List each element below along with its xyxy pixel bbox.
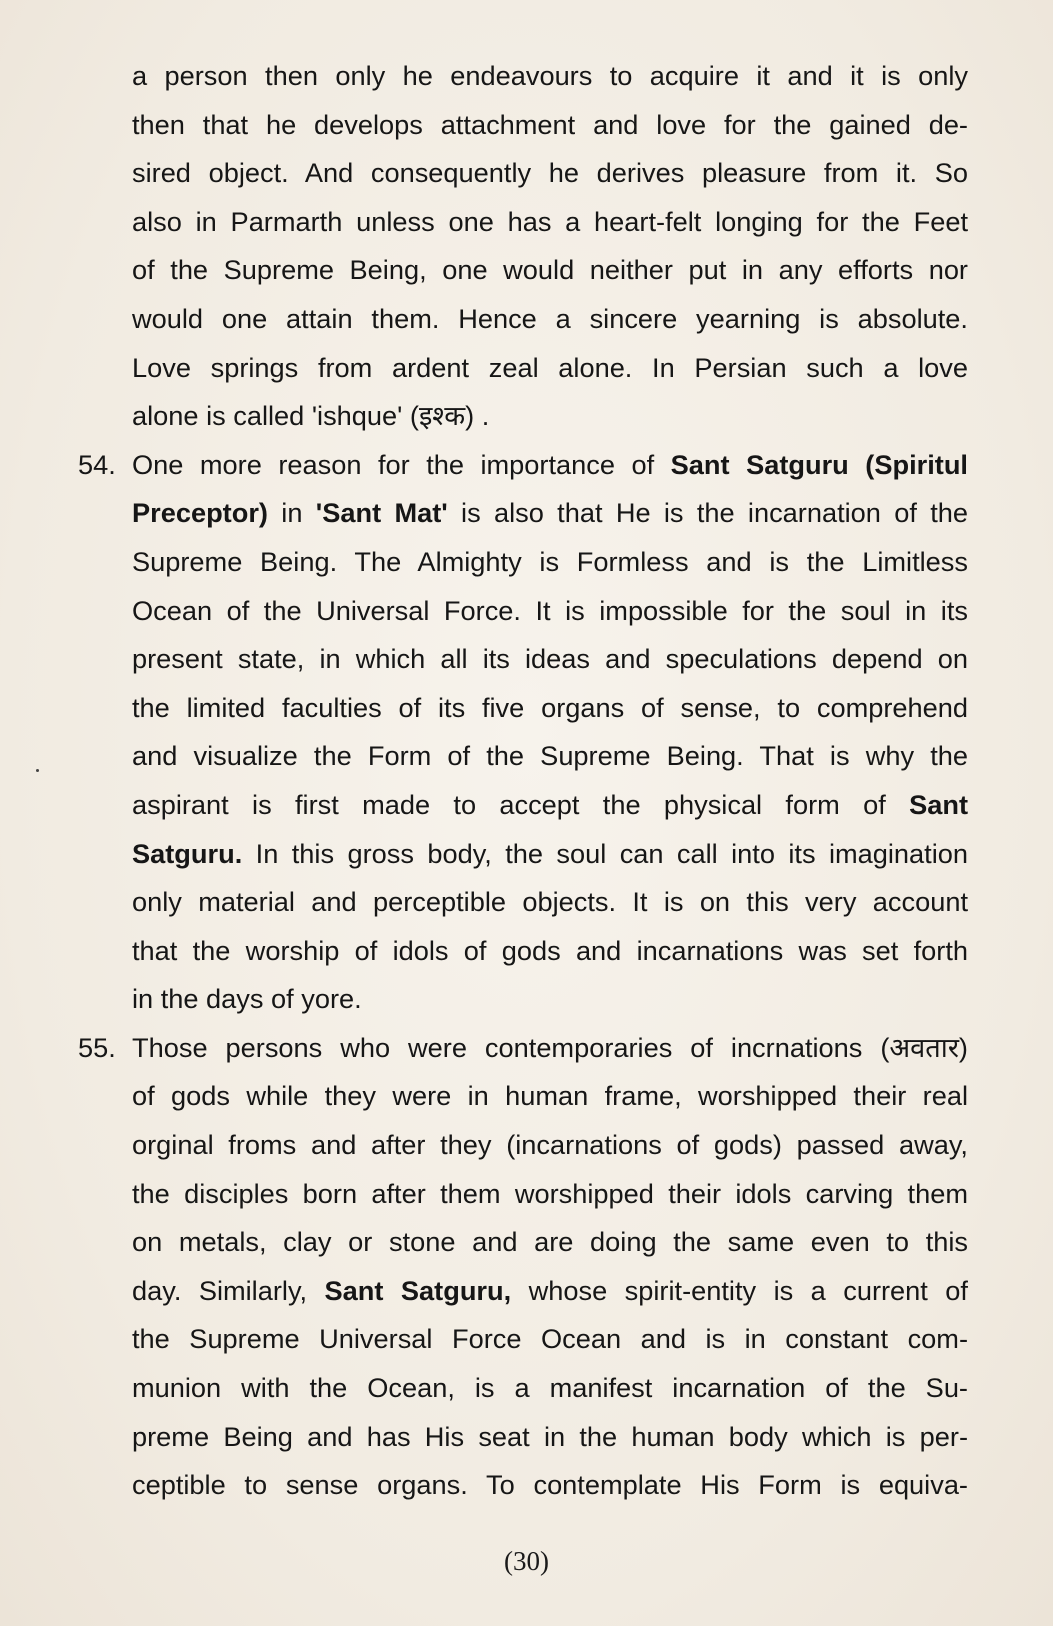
line-text [132,1413,968,1462]
line-indent [78,732,132,781]
line-indent [78,52,132,101]
line-text [132,635,968,684]
text-run: also in Parmarth unless one has a heart-felt longing for the Feet [132,205,968,237]
line-text [132,1072,968,1121]
text-run: the Supreme Universal Force Ocean and is in constant com- [132,1323,968,1355]
text-line [78,781,968,830]
line-text [132,1364,968,1413]
bold-text-run: Satguru. [132,837,243,869]
text-run: would one attain them. Hence a sincere yearning is absolute. [132,302,968,334]
text-run: One more reason for the importance of [132,448,671,480]
text-run: that the worship of idols of gods and incarnations was set forth [132,934,968,966]
line-indent [78,1364,132,1413]
text-line [78,684,968,733]
line-indent [78,927,132,976]
text-run: Supreme Being. The Almighty is Formless and is the Limitless [132,545,968,577]
line-text [132,1315,968,1364]
line-indent [78,246,132,295]
line-indent [78,1218,132,1267]
line-indent [78,1072,132,1121]
text-line [78,830,968,879]
page-body-text [78,52,968,1510]
text-run: ceptible to sense organs. To contemplate His Form is equiva- [132,1469,968,1501]
text-run: and visualize the Form of the Supreme Being. That is why the [132,740,968,772]
line-text [132,927,968,976]
text-run: present state, in which all its ideas and speculations depend on [132,643,968,675]
text-line [78,198,968,247]
text-line [78,587,968,636]
line-text [132,1267,968,1316]
text-run: in [267,497,316,529]
line-text [132,1461,968,1510]
line-indent [78,295,132,344]
line-text [132,441,968,490]
line-indent [78,1413,132,1462]
text-line [78,1315,968,1364]
text-line [78,1121,968,1170]
text-run: in the days of yore. [132,983,362,1015]
text-line [78,489,968,538]
line-text [132,1121,968,1170]
text-line [78,1267,968,1316]
text-run: day. Similarly, [132,1274,325,1306]
text-line [78,246,968,295]
text-run: a person then only he endeavours to acquire it and it is only [132,60,968,91]
line-indent [78,878,132,927]
text-line [78,344,968,393]
line-text [132,198,968,247]
text-line [78,149,968,198]
text-run: Those persons who were contemporaries of incrnations (अवतार) [132,1031,968,1063]
text-line [78,295,968,344]
text-line [78,1364,968,1413]
text-run: whose spirit-entity is a current of [511,1274,968,1306]
line-indent [78,830,132,879]
line-text [132,489,968,538]
line-indent [78,635,132,684]
line-indent [78,975,132,1024]
text-run: aspirant is first made to accept the physical form of [132,788,910,820]
page-number: (30) [504,1546,549,1576]
line-text [132,587,968,636]
line-text [132,1170,968,1219]
line-text [132,975,968,1024]
text-run: then that he develops attachment and love for the gained de- [132,108,968,140]
line-indent [78,587,132,636]
text-line [78,1218,968,1267]
line-text [132,878,968,927]
line-text [132,344,968,393]
text-line [78,1461,968,1510]
text-run: alone is called 'ishque' (इश्क) . [132,400,490,432]
text-run: on metals, clay or stone and are doing the same even to this [132,1226,968,1258]
text-run: is also that He is the incarnation of the [447,497,968,529]
text-line [78,1024,968,1073]
line-indent [78,1170,132,1219]
text-run: sired object. And consequently he derives pleasure from it. So [132,157,968,189]
paragraph-number: 55. [78,1031,116,1063]
line-indent [78,392,132,441]
text-run: the disciples born after them worshipped their idols carving them [132,1177,968,1209]
text-line [78,52,968,101]
line-text [132,149,968,198]
line-indent [78,1121,132,1170]
text-run: munion with the Ocean, is a manifest incarnation of the Su- [132,1372,968,1404]
text-line [78,101,968,150]
line-indent [78,198,132,247]
text-line [78,392,968,441]
text-line [78,975,968,1024]
line-indent [78,684,132,733]
line-indent [78,101,132,150]
line-indent [78,781,132,830]
stray-ink-dot [36,769,39,772]
line-text [132,101,968,150]
text-line [78,927,968,976]
text-run: Ocean of the Universal Force. It is impossible for the soul in its [132,594,968,626]
line-text [132,392,968,441]
line-indent [78,149,132,198]
line-text [132,1218,968,1267]
line-indent [78,1461,132,1510]
line-indent [78,1267,132,1316]
line-text [132,781,968,830]
line-text [132,684,968,733]
text-run: In this gross body, the soul can call into its imagination [242,837,968,869]
text-run: of gods while they were in human frame, worshipped their real [132,1080,968,1112]
text-run: orginal froms and after they (incarnations of gods) passed away, [132,1129,968,1161]
line-text [132,538,968,587]
line-indent [78,538,132,587]
line-text [132,246,968,295]
bold-text-run: 'Sant Mat' [315,497,448,529]
line-text [132,1024,968,1073]
line-text [132,52,968,101]
text-line [78,1170,968,1219]
line-text [132,732,968,781]
line-indent [78,344,132,393]
line-indent [78,1315,132,1364]
text-line [78,1072,968,1121]
text-line [78,732,968,781]
text-line [78,635,968,684]
bold-text-run: Sant Satguru (Spiritul [670,448,968,480]
paragraph-number: 54. [78,448,116,480]
bold-text-run: Preceptor) [132,497,268,529]
text-line [78,538,968,587]
text-line [78,1413,968,1462]
line-indent [78,489,132,538]
text-run: of the Supreme Being, one would neither put in any efforts nor [132,254,968,286]
text-run: only material and perceptible objects. It is on this very account [132,886,968,918]
bold-text-run: Sant [909,788,968,820]
line-text [132,295,968,344]
text-run: Love springs from ardent zeal alone. In Persian such a love [132,351,968,383]
text-line [78,441,968,490]
text-line [78,878,968,927]
bold-text-run: Sant Satguru, [324,1274,512,1306]
line-text [132,830,968,879]
text-run: preme Being and has His seat in the human body which is per- [132,1420,968,1452]
text-run: the limited faculties of its five organs of sense, to comprehend [132,691,968,723]
